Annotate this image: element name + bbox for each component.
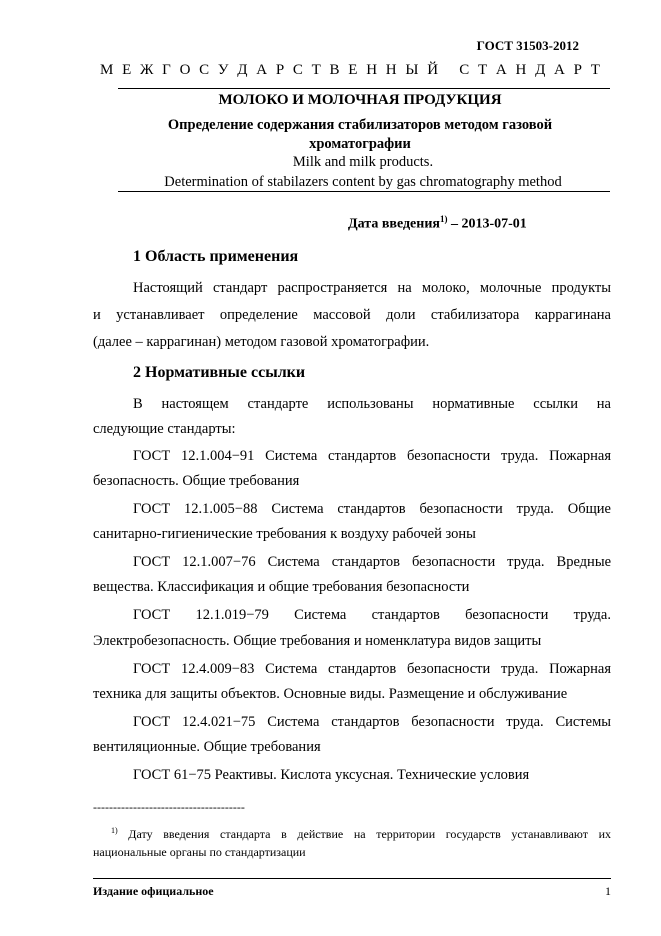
reference-line: ГОСТ 12.1.004−91 Система стандартов безопасности труда. Пожарная: [133, 448, 611, 464]
reference-line: санитарно-гигиенические требования к воздуху рабочей зоны: [93, 526, 476, 542]
standard-type-letter: Е: [348, 62, 358, 78]
reference-line: вентиляционные. Общие требования: [93, 739, 321, 755]
introduction-date: [348, 214, 527, 233]
standard-type-letter: Е: [122, 62, 132, 78]
subtitle-russian-line1: Определение содержания стабилизаторов методом газовой: [167, 117, 553, 133]
standard-type-letter: А: [495, 62, 507, 78]
title-english-line1: Milk and milk products.: [292, 154, 434, 170]
footer-rule: [93, 878, 611, 879]
subtitle-russian-line2: хроматографии: [309, 136, 411, 152]
standard-type-letter: Н: [366, 62, 378, 78]
standard-type-letter: Т: [311, 62, 321, 78]
standard-type-letter: Ы: [405, 62, 419, 78]
title-english-line2: Determination of stabilazers content by gas chromatography method: [164, 174, 562, 190]
reference-line: безопасность. Общие требования: [93, 473, 300, 489]
reference-line: ГОСТ 12.4.009−83 Система стандартов безопасности труда. Пожарная: [133, 661, 611, 677]
section-1-line: (далее – каррагинан) методом газовой хроматографии.: [93, 334, 430, 350]
standard-type-letter: Ж: [139, 62, 154, 78]
standard-type-letter: О: [179, 62, 191, 78]
standard-type-heading: [100, 62, 600, 79]
top-rule: [118, 88, 610, 89]
title-bottom-rule: [118, 191, 610, 192]
reference-line: Электробезопасность. Общие требования и номенклатура видов защиты: [93, 633, 542, 649]
reference-line: ГОСТ 12.1.019−79 Система стандартов безопасности труда.: [133, 607, 611, 623]
standard-type-letter: Й: [427, 62, 439, 78]
subtitle-russian: [110, 116, 610, 154]
reference-line: ГОСТ 61−75 Реактивы. Кислота уксусная. Технические условия: [133, 767, 530, 783]
reference-line: вещества. Классификация и общие требования безопасности: [93, 579, 470, 595]
reference-line: ГОСТ 12.1.007−76 Система стандартов безопасности труда. Вредные: [133, 554, 611, 570]
standard-type-letter: Т: [478, 62, 488, 78]
standard-type-letter: Д: [237, 62, 248, 78]
page-number: 1: [605, 884, 611, 898]
standard-type-letter: Р: [573, 62, 582, 78]
standard-type-letter: Г: [162, 62, 171, 78]
document-code: ГОСТ 31503-2012: [476, 38, 579, 53]
standard-type-letter: [447, 62, 451, 79]
standard-type-letter: А: [554, 62, 565, 78]
standard-type-letter: А: [256, 62, 268, 78]
section-2-heading: 2 Нормативные ссылки: [133, 364, 306, 381]
standard-type-letter: Д: [535, 62, 546, 78]
footnote-mark: 1): [111, 826, 118, 835]
section-1-line: и устанавливает определение массовой доли стабилизатора каррагинана: [93, 307, 611, 323]
standard-type-letter: Т: [590, 62, 600, 78]
standard-type-letter: С: [292, 62, 303, 78]
reference-line: техника для защиты объектов. Основные виды. Размещение и обслуживание: [93, 686, 568, 702]
standard-type-letter: Н: [385, 62, 397, 78]
footnote: [93, 822, 611, 861]
standard-type-letter: В: [329, 62, 340, 78]
reference-line: ГОСТ 12.1.005−88 Система стандартов безопасности труда. Общие: [133, 501, 611, 517]
introduction-date-value: – 2013-07-01: [447, 216, 527, 232]
standard-type-letter: М: [100, 62, 114, 78]
standard-type-letter: С: [199, 62, 210, 78]
section-2-intro-line: В настоящем стандарте использованы нормативные ссылки на: [133, 396, 611, 412]
standard-type-letter: У: [217, 62, 229, 78]
title-russian: МОЛОКО И МОЛОЧНАЯ ПРОДУКЦИЯ: [218, 92, 502, 108]
introduction-date-label: Дата введения: [348, 216, 440, 232]
title-english: [118, 152, 608, 192]
standard-type-letter: С: [459, 62, 470, 78]
section-2-intro-line: следующие стандарты:: [93, 421, 236, 437]
edition-label: Издание официальное: [93, 884, 214, 898]
reference-line: ГОСТ 12.4.021−75 Система стандартов безопасности труда. Системы: [133, 714, 611, 730]
standard-type-letter: Р: [275, 62, 285, 78]
section-1-heading: 1 Область применения: [133, 248, 299, 265]
footnote-separator: --------------------------------------: [93, 800, 245, 814]
introduction-date-footnote-mark: 1): [439, 214, 448, 224]
section-1-line: Настоящий стандарт распространяется на молоко, молочные продукты: [133, 280, 611, 296]
standard-type-letter: Н: [515, 62, 527, 78]
footnote-text: Дату введения стандарта в действие на территории государств устанавливают их национальные органы по стандартизации: [93, 827, 611, 859]
